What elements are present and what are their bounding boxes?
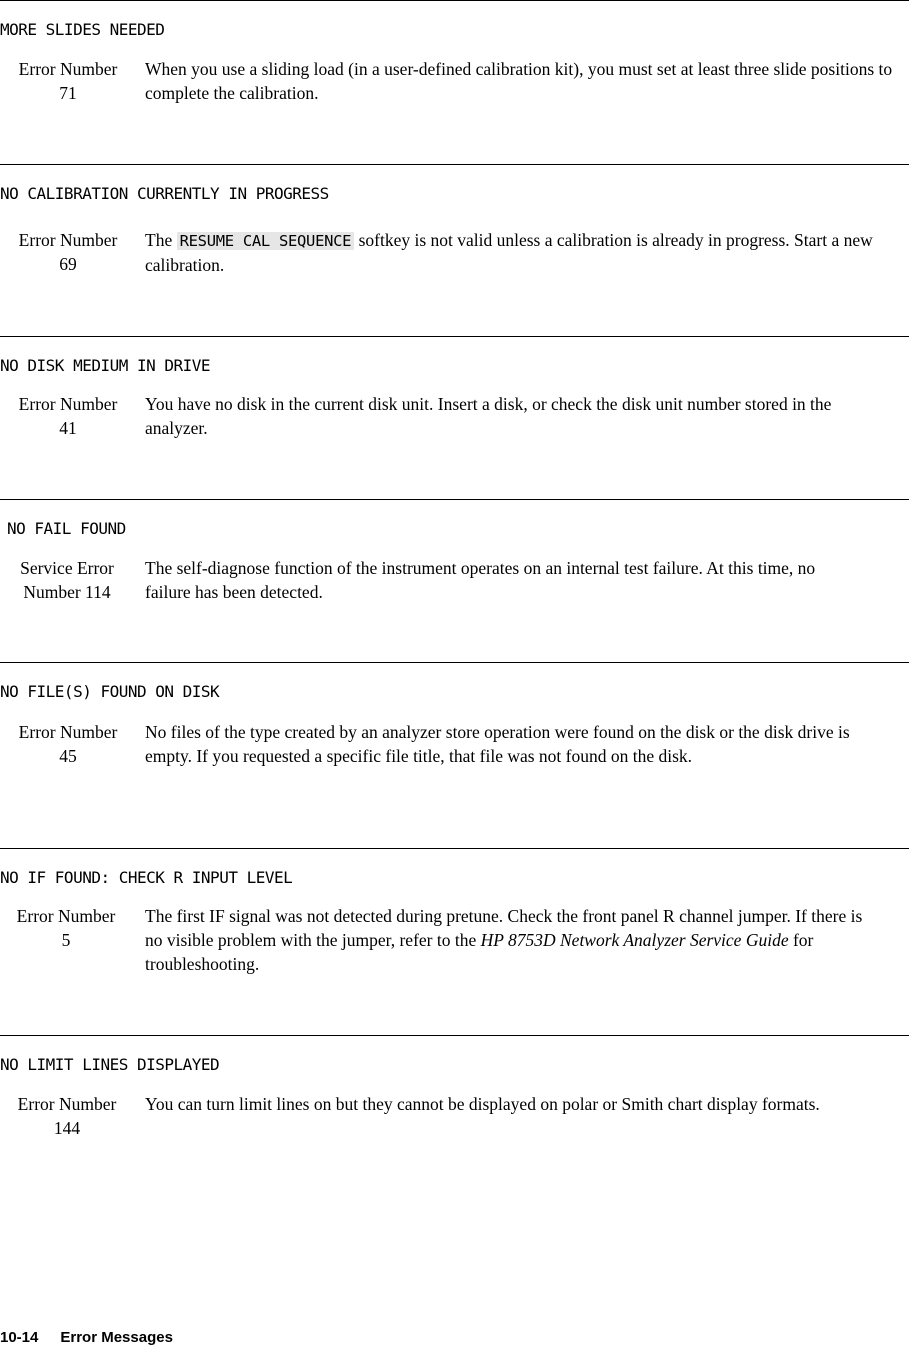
error-description: You have no disk in the current disk unit. Insert a disk, or check the disk unit number stored in the analyzer. bbox=[145, 394, 832, 438]
error-number-label: Error Number 144 bbox=[17, 1094, 117, 1138]
error-number-label: Error Number 69 bbox=[18, 230, 118, 274]
divider bbox=[0, 0, 909, 1]
error-description: You can turn limit lines on but they cannot be displayed on polar or Smith chart display formats. bbox=[145, 1094, 820, 1114]
page-footer bbox=[0, 1329, 173, 1346]
error-description: The self-diagnose function of the instrument operates on an internal test failure. At this time, no failure has been detected. bbox=[145, 558, 816, 602]
service-error-label: Service Error Number 114 bbox=[20, 558, 114, 602]
divider bbox=[0, 499, 909, 500]
divider bbox=[0, 848, 909, 849]
error-title: NO LIMIT LINES DISPLAYED bbox=[0, 1055, 220, 1074]
error-number-label: Error Number 41 bbox=[18, 394, 118, 438]
service-guide-title: HP 8753D Network Analyzer Service Guide bbox=[480, 930, 789, 950]
error-description: The RESUME CAL SEQUENCE softkey is not valid unless a calibration is already in progress. Start a new calibration. bbox=[145, 230, 873, 275]
divider bbox=[0, 662, 909, 663]
error-title: NO IF FOUND: CHECK R INPUT LEVEL bbox=[0, 868, 293, 887]
error-title: NO FAIL FOUND bbox=[7, 519, 126, 538]
error-description: No files of the type created by an analyzer store operation were found on the disk or the disk drive is empty. If you requested a specific file title, that file was not found on the disk. bbox=[145, 722, 850, 766]
divider bbox=[0, 164, 909, 165]
error-number-label: Error Number 45 bbox=[18, 722, 118, 766]
error-description: The first IF signal was not detected during pretune. Check the front panel R channel jumper. If there is no visible problem with the jumper, refer to the HP 8753D Network Analyzer Service Guide for troubleshooting. bbox=[145, 906, 863, 974]
page-number: 10-14 bbox=[0, 1329, 39, 1346]
error-number-label: Error Number 5 bbox=[16, 906, 116, 950]
error-description: When you use a sliding load (in a user-defined calibration kit), you must set at least three slide positions to complete the calibration. bbox=[145, 59, 893, 103]
divider bbox=[0, 1035, 909, 1036]
divider bbox=[0, 336, 909, 337]
error-title: NO CALIBRATION CURRENTLY IN PROGRESS bbox=[0, 184, 329, 203]
error-title: NO DISK MEDIUM IN DRIVE bbox=[0, 356, 211, 375]
softkey-resume-cal-sequence: RESUME CAL SEQUENCE bbox=[177, 232, 355, 250]
section-title: Error Messages bbox=[60, 1329, 173, 1346]
error-title: MORE SLIDES NEEDED bbox=[0, 20, 165, 39]
error-title: NO FILE(S) FOUND ON DISK bbox=[0, 682, 220, 701]
error-number-label: Error Number 71 bbox=[18, 59, 118, 103]
